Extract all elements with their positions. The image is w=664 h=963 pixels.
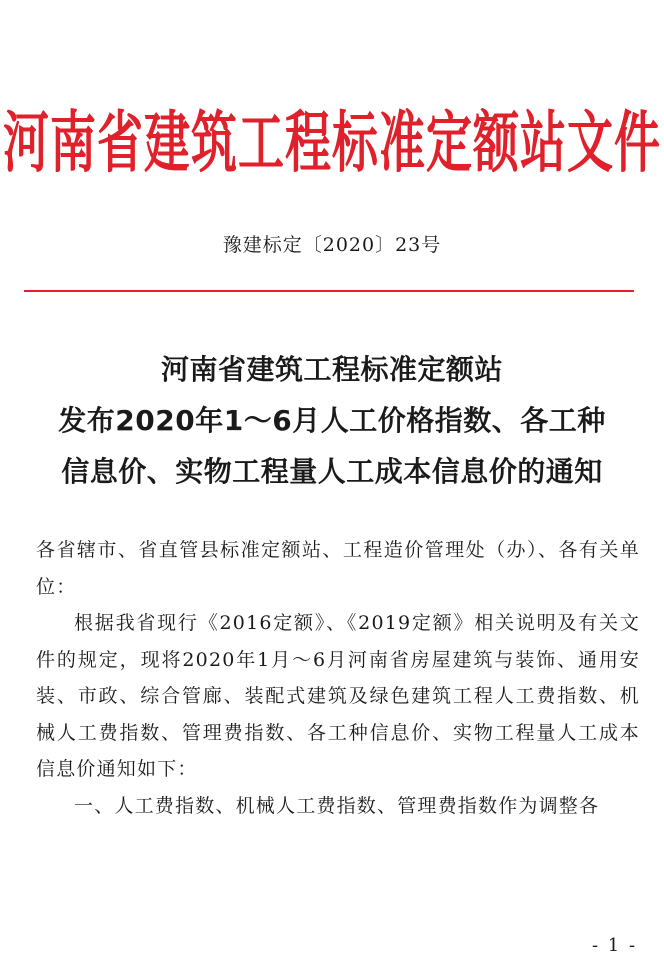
body-paragraph-1: 根据我省现行《2016定额》、《2019定额》相关说明及有关文件的规定，现将2020年1月～6月河南省房屋建筑与装饰、通用安装、市政、综合管廊、装配式建筑及绿色建筑工程人工费指数、机械人工费指数、管理费指数、各工种信息价、实物工程量人工成本信息价通知如下： bbox=[36, 612, 640, 780]
title-line-1: 河南省建筑工程标准定额站 bbox=[160, 353, 503, 386]
notice-title bbox=[0, 344, 664, 497]
document-number: 豫建标定〔2020〕23号 bbox=[222, 234, 442, 256]
page-number: - 1 - bbox=[592, 935, 638, 956]
red-separator-line bbox=[24, 290, 634, 292]
body-paragraph-2: 一、人工费指数、机械人工费指数、管理费指数作为调整各 bbox=[74, 794, 600, 817]
title-line-3: 信息价、实物工程量人工成本信息价的通知 bbox=[61, 455, 603, 488]
title-line-2: 发布2020年1～6月人工价格指数、各工种 bbox=[58, 404, 606, 437]
masthead-title: 河南省建筑工程标准定额站文件 bbox=[3, 103, 661, 182]
addressee: 各省辖市、省直管县标准定额站、工程造价管理处（办）、各有关单位： bbox=[36, 539, 640, 598]
notice-body bbox=[36, 532, 640, 824]
